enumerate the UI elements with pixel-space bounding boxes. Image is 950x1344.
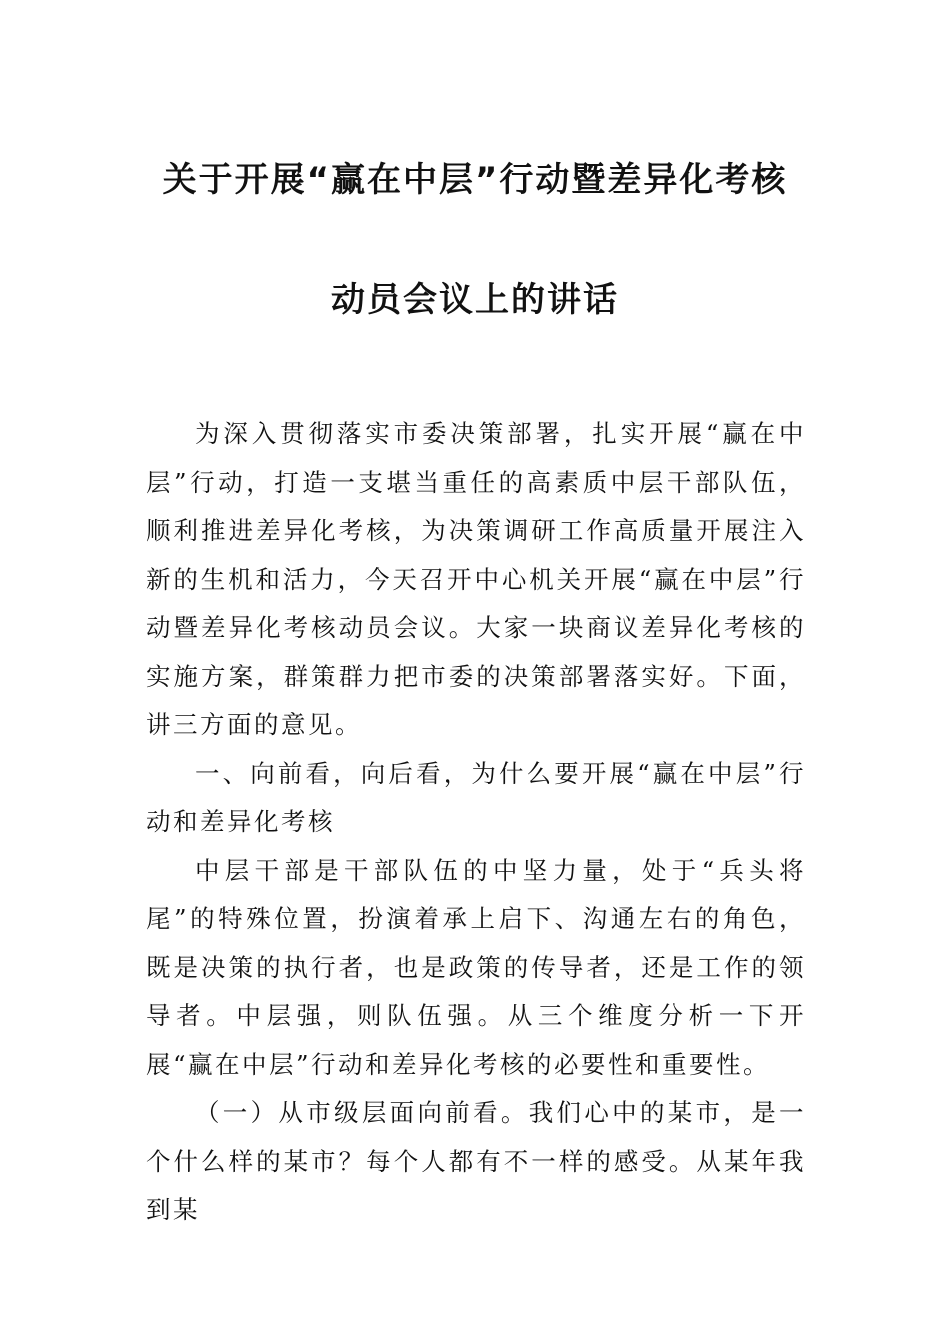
document-title-line-2: 动员会议上的讲话 (331, 280, 619, 320)
subsection-paragraph-1: （一）从市级层面向前看。我们心中的某市，是一个什么样的某市？每个人都有不一样的感受。从某年我到某 (146, 1098, 806, 1224)
section-heading-1: 一、向前看，向后看，为什么要开展“赢在中层”行动和差异化考核 (146, 758, 806, 836)
body-paragraph: 中层干部是干部队伍的中坚力量，处于“兵头将尾”的特殊位置，扮演着承上启下、沟通左右的角色，既是决策的执行者，也是政策的传导者，还是工作的领导者。中层强，则队伍强。从三个维度分析一下开展“赢在中层”行动和差异化考核的必要性和重要性。 (146, 855, 806, 1079)
document-body (146, 410, 806, 1235)
document-title-line-1: 关于开展“赢在中层”行动暨差异化考核 (162, 160, 788, 200)
intro-paragraph: 为深入贯彻落实市委决策部署，扎实开展“赢在中层”行动，打造一支堪当重任的高素质中层干部队伍，顺利推进差异化考核，为决策调研工作高质量开展注入新的生机和活力，今天召开中心机关开展“赢在中层”行动暨差异化考核动员会议。大家一块商议差异化考核的实施方案，群策群力把市委的决策部署落实好。下面，讲三方面的意见。 (146, 419, 806, 739)
